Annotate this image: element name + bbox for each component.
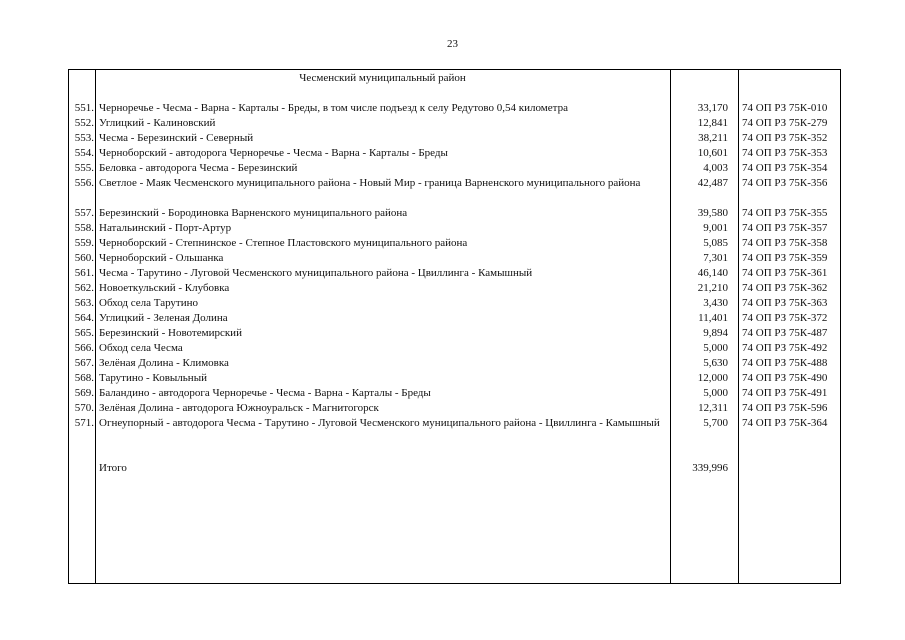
road-length: 12,841 xyxy=(697,117,728,129)
road-length: 5,085 xyxy=(703,237,728,249)
row-number: 566. xyxy=(74,342,94,354)
road-name: Чесма - Тарутино - Луговой Чесменского муниципального района - Цвиллинга - Камышный xyxy=(99,267,533,279)
road-code: 74 ОП РЗ 75К-490 xyxy=(742,372,828,384)
road-name: Углицкий - Зеленая Долина xyxy=(99,312,228,324)
road-code: 74 ОП РЗ 75К-359 xyxy=(742,252,828,264)
road-name: Обход села Тарутино xyxy=(99,297,199,309)
road-length: 12,000 xyxy=(697,372,728,384)
road-length: 9,001 xyxy=(703,222,728,234)
district-title: Чесменский муниципальный район xyxy=(299,72,466,84)
row-number: 568. xyxy=(74,372,94,384)
road-length: 12,311 xyxy=(698,402,728,414)
road-length: 4,003 xyxy=(703,162,728,174)
page-number: 23 xyxy=(447,38,458,50)
row-number: 556. xyxy=(74,177,94,189)
column-divider xyxy=(738,70,739,583)
road-name: Тарутино - Ковыльный xyxy=(99,372,207,384)
road-code: 74 ОП РЗ 75К-352 xyxy=(742,132,828,144)
roads-table xyxy=(68,69,841,584)
road-name: Беловка - автодорога Чесма - Березинский xyxy=(99,162,298,174)
road-name: Черноречье - Чесма - Варна - Карталы - Бреды, в том числе подъезд к селу Редутово 0,54 километра xyxy=(99,102,568,114)
road-code: 74 ОП РЗ 75К-492 xyxy=(742,342,828,354)
road-length: 33,170 xyxy=(697,102,728,114)
road-length: 46,140 xyxy=(697,267,728,279)
row-number: 557. xyxy=(74,207,94,219)
row-number: 554. xyxy=(74,147,94,159)
road-code: 74 ОП РЗ 75К-487 xyxy=(742,327,828,339)
road-code: 74 ОП РЗ 75К-361 xyxy=(742,267,828,279)
row-number: 570. xyxy=(74,402,94,414)
row-number: 553. xyxy=(74,132,94,144)
road-code: 74 ОП РЗ 75К-488 xyxy=(742,357,828,369)
road-length: 7,301 xyxy=(703,252,728,264)
road-name: Березинский - Бородиновка Варненского муниципального района xyxy=(99,207,408,219)
row-number: 564. xyxy=(74,312,94,324)
road-code: 74 ОП РЗ 75К-364 xyxy=(742,417,828,429)
road-length: 5,000 xyxy=(703,387,728,399)
road-code: 74 ОП РЗ 75К-354 xyxy=(742,162,828,174)
row-number: 552. xyxy=(74,117,94,129)
road-code: 74 ОП РЗ 75К-357 xyxy=(742,222,828,234)
total-value: 339,996 xyxy=(692,462,728,474)
road-code: 74 ОП РЗ 75К-279 xyxy=(742,117,828,129)
road-length: 9,894 xyxy=(703,327,728,339)
road-name: Березинский - Новотемирский xyxy=(99,327,242,339)
road-length: 5,700 xyxy=(703,417,728,429)
road-length: 38,211 xyxy=(698,132,728,144)
road-name: Зелёная Долина - Климовка xyxy=(99,357,229,369)
road-name: Новоеткульский - Клубовка xyxy=(99,282,230,294)
row-number: 551. xyxy=(74,102,94,114)
road-name: Светлое - Маяк Чесменского муниципального района - Новый Мир - граница Варненского муниципального района xyxy=(99,177,641,189)
road-code: 74 ОП РЗ 75К-356 xyxy=(742,177,828,189)
road-name: Черноборский - Ольшанка xyxy=(99,252,224,264)
road-code: 74 ОП РЗ 75К-010 xyxy=(742,102,828,114)
road-name: Черноборский - Степнинское - Степное Пластовского муниципального района xyxy=(99,237,468,249)
road-length: 5,000 xyxy=(703,342,728,354)
row-number: 561. xyxy=(74,267,94,279)
column-divider xyxy=(95,70,96,583)
road-length: 42,487 xyxy=(697,177,728,189)
road-code: 74 ОП РЗ 75К-491 xyxy=(742,387,828,399)
road-name: Огнеупорный - автодорога Чесма - Тарутино - Луговой Чесменского муниципального района - Цвиллинга - Камышный xyxy=(99,417,660,429)
road-name: Баландино - автодорога Черноречье - Чесма - Варна - Карталы - Бреды xyxy=(99,387,431,399)
road-code: 74 ОП РЗ 75К-362 xyxy=(742,282,828,294)
row-number: 565. xyxy=(74,327,94,339)
road-length: 5,630 xyxy=(703,357,728,369)
road-name: Зелёная Долина - автодорога Южноуральск - Магнитогорск xyxy=(99,402,379,414)
road-code: 74 ОП РЗ 75К-372 xyxy=(742,312,828,324)
row-number: 563. xyxy=(74,297,94,309)
row-number: 559. xyxy=(74,237,94,249)
row-number: 562. xyxy=(74,282,94,294)
total-label: Итого xyxy=(99,462,127,474)
road-code: 74 ОП РЗ 75К-353 xyxy=(742,147,828,159)
row-number: 571. xyxy=(74,417,94,429)
road-code: 74 ОП РЗ 75К-596 xyxy=(742,402,828,414)
road-name: Углицкий - Калиновский xyxy=(99,117,216,129)
row-number: 569. xyxy=(74,387,94,399)
road-length: 21,210 xyxy=(697,282,728,294)
row-number: 560. xyxy=(74,252,94,264)
row-number: 567. xyxy=(74,357,94,369)
road-code: 74 ОП РЗ 75К-355 xyxy=(742,207,828,219)
road-name: Чесма - Березинский - Северный xyxy=(99,132,254,144)
road-length: 11,401 xyxy=(698,312,728,324)
road-code: 74 ОП РЗ 75К-363 xyxy=(742,297,828,309)
road-name: Обход села Чесма xyxy=(99,342,183,354)
road-name: Черноборский - автодорога Черноречье - Чесма - Варна - Карталы - Бреды xyxy=(99,147,448,159)
road-name: Натальинский - Порт-Артур xyxy=(99,222,232,234)
road-length: 39,580 xyxy=(697,207,728,219)
row-number: 558. xyxy=(74,222,94,234)
road-length: 10,601 xyxy=(697,147,728,159)
road-length: 3,430 xyxy=(703,297,728,309)
row-number: 555. xyxy=(74,162,94,174)
road-code: 74 ОП РЗ 75К-358 xyxy=(742,237,828,249)
